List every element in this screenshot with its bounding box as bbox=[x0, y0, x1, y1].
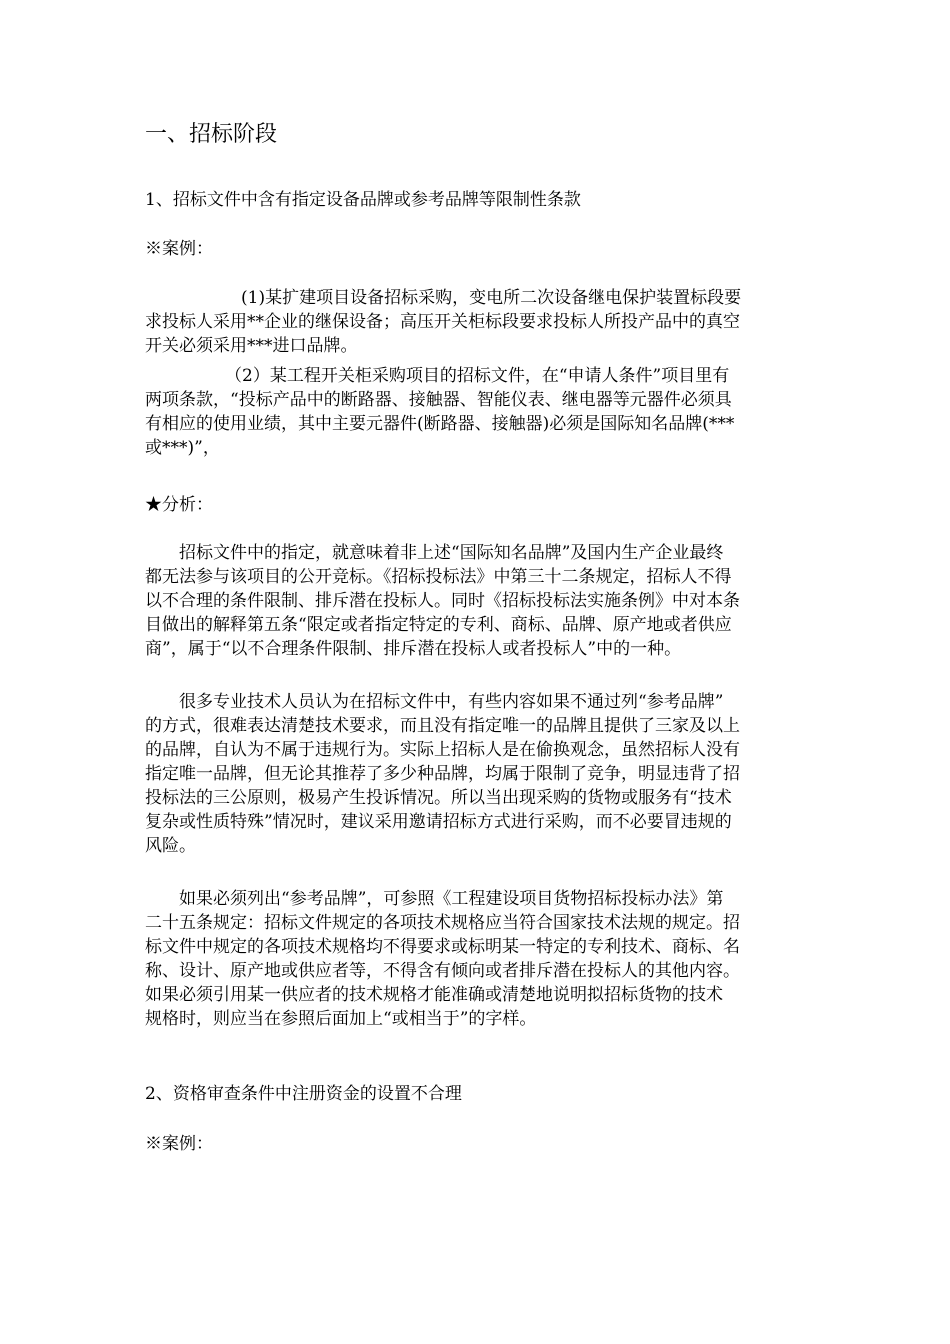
para2-line: 的方式，很难表达清楚技术要求，而且没有指定唯一的品牌且提供了三家及以上 bbox=[145, 716, 740, 736]
item1-heading: 1、招标文件中含有指定设备品牌或参考品牌等限制性条款 bbox=[145, 190, 581, 210]
case2-line: 两项条款，“投标产品中的断路器、接触器、智能仪表、继电器等元器件必须具 bbox=[145, 390, 732, 410]
case2-line: 或***)”， bbox=[145, 438, 220, 458]
para3-line: 称、设计、原产地或供应者等，不得含有倾向或者排斥潜在投标人的其他内容。 bbox=[145, 961, 740, 981]
para3-line: 标文件中规定的各项技术规格均不得要求或标明某一特定的专利技术、商标、名 bbox=[145, 937, 740, 957]
para2-line: 的品牌，自认为不属于违规行为。实际上招标人是在偷换观念，虽然招标人没有 bbox=[145, 740, 740, 760]
analysis-paragraph-2 bbox=[145, 690, 810, 858]
case1-line: (1)某扩建项目设备招标采购，变电所二次设备继电保护装置标段要 bbox=[241, 288, 742, 308]
para2-line: 风险。 bbox=[145, 836, 196, 856]
item1-case-label: ※案例： bbox=[145, 239, 213, 259]
para3-line: 如果必须引用某一供应者的技术规格才能准确或清楚地说明拟招标货物的技术 bbox=[145, 985, 723, 1005]
case1-paragraph bbox=[145, 286, 810, 358]
para2-line: 复杂或性质特殊”情况时，建议采用邀请招标方式进行采购，而不必要冒违规的 bbox=[145, 812, 732, 832]
item2-heading: 2、资格审查条件中注册资金的设置不合理 bbox=[145, 1084, 462, 1104]
para3-line: 如果必须列出“参考品牌”，可参照《工程建设项目货物招标投标办法》第 bbox=[179, 889, 724, 909]
case2-line: 有相应的使用业绩，其中主要元器件(断路器、接触器)必须是国际知名品牌(*** bbox=[145, 414, 735, 434]
item2-case-label: ※案例： bbox=[145, 1134, 213, 1154]
case2-paragraph bbox=[145, 364, 810, 460]
para2-line: 投标法的三公原则，极易产生投诉情况。所以当出现采购的货物或服务有“技术 bbox=[145, 788, 732, 808]
case1-line: 开关必须采用***进口品牌。 bbox=[145, 336, 358, 356]
para2-line: 指定唯一品牌，但无论其推荐了多少种品牌，均属于限制了竞争，明显违背了招 bbox=[145, 764, 740, 784]
para1-line: 商”，属于“以不合理条件限制、排斥潜在投标人或者投标人”中的一种。 bbox=[145, 639, 682, 659]
case2-line: （2）某工程开关柜采购项目的招标文件，在“申请人条件”项目里有 bbox=[225, 366, 730, 386]
case1-line: 求投标人采用**企业的继保设备；高压开关柜标段要求投标人所投产品中的真空 bbox=[145, 312, 740, 332]
para1-line: 都无法参与该项目的公开竞标。《招标投标法》中第三十二条规定，招标人不得 bbox=[145, 567, 732, 587]
para1-line: 以不合理的条件限制、排斥潜在投标人。同时《招标投标法实施条例》中对本条 bbox=[145, 591, 740, 611]
section-title: 一、招标阶段 bbox=[145, 122, 278, 147]
analysis-paragraph-3 bbox=[145, 887, 810, 1031]
para2-line: 很多专业技术人员认为在招标文件中，有些内容如果不通过列“参考品牌” bbox=[179, 692, 724, 712]
para1-line: 目做出的解释第五条“限定或者指定特定的专利、商标、品牌、原产地或者供应 bbox=[145, 615, 732, 635]
para3-line: 二十五条规定：招标文件规定的各项技术规格应当符合国家技术法规的规定。招 bbox=[145, 913, 740, 933]
analysis-paragraph-1 bbox=[145, 541, 810, 661]
analysis-label: ★分析： bbox=[145, 495, 213, 515]
para3-line: 规格时，则应当在参照后面加上“或相当于”的字样。 bbox=[145, 1009, 537, 1029]
para1-line: 招标文件中的指定，就意味着非上述“国际知名品牌”及国内生产企业最终 bbox=[179, 543, 724, 563]
